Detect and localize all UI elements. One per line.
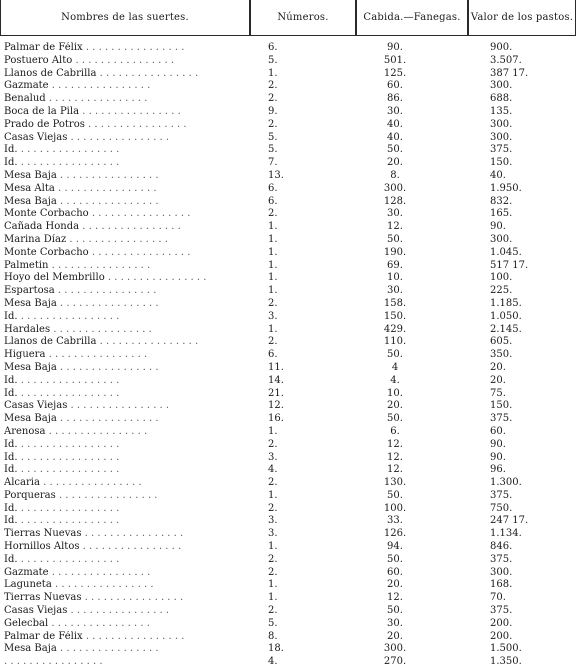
row-number: 3.: [268, 528, 278, 540]
row-name: Tierras Nuevas . .: [4, 592, 264, 605]
row-number: 2.: [268, 336, 278, 348]
row-number: 2.: [268, 80, 278, 92]
row-name: Mesa Baja . .: [4, 413, 264, 426]
row-cabida: 10.: [387, 272, 403, 284]
row-name: Id. . .: [4, 157, 264, 170]
row-cabida: 429.: [383, 323, 407, 335]
row-name: Casas Viejas . .: [4, 605, 264, 618]
table-row: [0, 477, 576, 490]
row-name: Id. . .: [4, 439, 264, 452]
table-row: [0, 515, 576, 528]
row-valor: 375.: [490, 553, 513, 565]
row-number: 18.: [268, 643, 284, 655]
row-valor: 90.: [490, 221, 506, 233]
row-valor: 90.: [490, 438, 506, 450]
table-row: [0, 567, 576, 580]
row-valor: 350.: [490, 349, 513, 361]
row-name: Marina Díaz . .: [4, 234, 264, 247]
row-valor: 150.: [490, 157, 513, 169]
row-valor: 96.: [490, 464, 506, 476]
row-valor: 900.: [490, 42, 513, 53]
table-row: [0, 106, 576, 119]
row-name: [4, 656, 264, 669]
row-valor: 300.: [490, 131, 513, 143]
row-valor: 300.: [490, 566, 513, 578]
row-number: 3.: [268, 515, 278, 527]
row-cabida: 8.: [390, 169, 400, 181]
row-valor: 375.: [490, 144, 513, 156]
row-cabida: 33.: [387, 515, 403, 527]
table-row: [0, 452, 576, 465]
row-cabida: 10.: [387, 387, 403, 399]
row-cabida: 300.: [383, 182, 407, 194]
header-valor: Valor de los pastos.: [468, 0, 576, 36]
row-name: Tierras Nuevas . .: [4, 528, 264, 541]
table-row: [0, 247, 576, 260]
row-cabida: 50.: [387, 233, 403, 245]
table-row: [0, 208, 576, 221]
row-number: 13.: [268, 169, 284, 181]
row-cabida: 40.: [387, 118, 403, 130]
row-number: 2.: [268, 438, 278, 450]
row-cabida: 4: [391, 361, 399, 373]
row-cabida: 158.: [383, 297, 407, 309]
row-number: 4.: [268, 464, 278, 476]
table-row: [0, 336, 576, 349]
row-valor: 60.: [490, 425, 506, 437]
row-number: 6.: [268, 42, 278, 53]
row-valor: 200.: [490, 630, 513, 642]
row-name: Espartosa . .: [4, 285, 264, 298]
table-row: [0, 132, 576, 145]
row-cabida: 150.: [383, 310, 407, 322]
header-name: Nombres de las suertes.: [0, 0, 250, 36]
row-valor: 375.: [490, 413, 513, 425]
row-cabida: 100.: [383, 502, 407, 514]
row-cabida: 30.: [387, 105, 403, 117]
table-row: [0, 618, 576, 631]
table-row: [0, 272, 576, 285]
row-cabida: 69.: [387, 259, 403, 271]
row-valor: 40.: [490, 169, 506, 181]
table-row: [0, 349, 576, 362]
table-row: [0, 68, 576, 81]
row-name: Alcaria . .: [4, 477, 264, 490]
row-valor: 1.500.: [490, 643, 522, 655]
row-valor: 688.: [490, 93, 513, 105]
row-number: 5.: [268, 144, 278, 156]
row-valor: 387 17.: [490, 67, 529, 79]
row-number: 1.: [268, 221, 278, 233]
row-name: Id. . .: [4, 311, 264, 324]
row-name: Prado de Potros . .: [4, 119, 264, 132]
row-number: 2.: [268, 208, 278, 220]
table-row: [0, 298, 576, 311]
row-name: Cañada Honda . .: [4, 221, 264, 234]
row-cabida: 50.: [387, 413, 403, 425]
row-cabida: 6.: [390, 425, 400, 437]
row-number: 1.: [268, 67, 278, 79]
row-number: 6.: [268, 195, 278, 207]
table-row: [0, 80, 576, 93]
row-cabida: 270.: [383, 656, 407, 668]
row-name: Casas Viejas . .: [4, 400, 264, 413]
row-number: 1.: [268, 579, 278, 591]
table-row: [0, 362, 576, 375]
row-valor: 165.: [490, 208, 513, 220]
row-cabida: 300.: [383, 643, 407, 655]
table-row: [0, 119, 576, 132]
row-number: 11.: [268, 361, 284, 373]
table-row: [0, 157, 576, 170]
row-number: 1.: [268, 425, 278, 437]
table-row: [0, 144, 576, 157]
header-number: Números.: [250, 0, 356, 36]
row-valor: 247 17.: [490, 515, 529, 527]
table-row: [0, 285, 576, 298]
row-cabida: 20.: [387, 630, 403, 642]
table-row: [0, 592, 576, 605]
row-valor: 300.: [490, 80, 513, 92]
row-number: 1.: [268, 246, 278, 258]
table-row: [0, 55, 576, 68]
table-row: [0, 528, 576, 541]
table-row: [0, 221, 576, 234]
row-number: 2.: [268, 93, 278, 105]
row-name: Mesa Alta . .: [4, 183, 264, 196]
row-number: 4.: [268, 656, 278, 668]
row-valor: 1.350.: [490, 656, 522, 668]
table-row: [0, 643, 576, 656]
row-valor: 20.: [490, 361, 506, 373]
row-number: 1.: [268, 233, 278, 245]
row-name: Llanos de Cabrilla . .: [4, 336, 264, 349]
row-name: Id. . .: [4, 554, 264, 567]
row-valor: 2.145.: [490, 323, 522, 335]
table-row: [0, 605, 576, 618]
row-name: Id. . .: [4, 464, 264, 477]
row-valor: 225.: [490, 285, 513, 297]
row-name: Benalud . .: [4, 93, 264, 106]
row-name: Mesa Baja . .: [4, 170, 264, 183]
row-number: 5.: [268, 131, 278, 143]
row-number: 14.: [268, 374, 284, 386]
row-cabida: 20.: [387, 579, 403, 591]
row-valor: 20.: [490, 374, 506, 386]
row-name: Mesa Baja . .: [4, 643, 264, 656]
row-cabida: 4.: [390, 374, 400, 386]
row-cabida: 86.: [387, 93, 403, 105]
row-name: Llanos de Cabrilla . .: [4, 68, 264, 81]
table-row: [0, 93, 576, 106]
row-number: 7.: [268, 157, 278, 169]
row-valor: 168.: [490, 579, 513, 591]
row-name: Boca de la Pila . .: [4, 106, 264, 119]
row-name: Hoyo del Membrillo . .: [4, 272, 264, 285]
row-valor: 200.: [490, 617, 513, 629]
row-cabida: 94.: [387, 541, 403, 553]
table-row: [0, 631, 576, 644]
table-row: [0, 324, 576, 337]
row-valor: 375.: [490, 605, 513, 617]
row-name: Monte Corbacho . .: [4, 247, 264, 260]
row-cabida: 12.: [387, 438, 403, 450]
table-body: [0, 42, 576, 669]
table-row: [0, 554, 576, 567]
row-number: 5.: [268, 617, 278, 629]
table-row: [0, 439, 576, 452]
row-cabida: 30.: [387, 208, 403, 220]
row-number: 16.: [268, 413, 284, 425]
row-number: 2.: [268, 566, 278, 578]
table-row: [0, 464, 576, 477]
row-name: Id. . .: [4, 452, 264, 465]
row-name: Casas Viejas . .: [4, 132, 264, 145]
row-name: Postuero Alto . .: [4, 55, 264, 68]
row-cabida: 90.: [387, 42, 403, 53]
row-cabida: 30.: [387, 617, 403, 629]
row-name: Porqueras . .: [4, 490, 264, 503]
row-name: Id. . .: [4, 375, 264, 388]
row-cabida: 501.: [383, 54, 407, 66]
row-name: Gelecbal . .: [4, 618, 264, 631]
row-number: 6.: [268, 349, 278, 361]
row-name: Id. . .: [4, 388, 264, 401]
row-cabida: 130.: [383, 477, 407, 489]
row-number: 1.: [268, 272, 278, 284]
row-cabida: 60.: [387, 566, 403, 578]
row-name: Mesa Baja . .: [4, 298, 264, 311]
row-name: Id. . .: [4, 515, 264, 528]
row-number: 5.: [268, 54, 278, 66]
row-name: Gazmate . .: [4, 567, 264, 580]
row-cabida: 12.: [387, 464, 403, 476]
row-name: Id. . .: [4, 503, 264, 516]
table-row: [0, 388, 576, 401]
row-valor: 832.: [490, 195, 513, 207]
row-cabida: 20.: [387, 400, 403, 412]
row-number: 9.: [268, 105, 278, 117]
row-valor: 1.950.: [490, 182, 522, 194]
table-row: [0, 426, 576, 439]
row-name: Gazmate . .: [4, 80, 264, 93]
row-number: 1.: [268, 592, 278, 604]
row-valor: 70.: [490, 592, 506, 604]
row-number: 3.: [268, 310, 278, 322]
row-cabida: 50.: [387, 605, 403, 617]
row-number: 1.: [268, 489, 278, 501]
row-name: Mesa Baja . .: [4, 196, 264, 209]
row-name: Palmar de Félix . .: [4, 42, 264, 55]
row-valor: 375.: [490, 489, 513, 501]
row-name: Palmar de Félix . .: [4, 631, 264, 644]
table-row: [0, 42, 576, 55]
row-valor: 1.050.: [490, 310, 522, 322]
row-number: 12.: [268, 400, 284, 412]
row-cabida: 12.: [387, 221, 403, 233]
row-name: Hornillos Altos . .: [4, 541, 264, 554]
row-cabida: 40.: [387, 131, 403, 143]
row-cabida: 50.: [387, 349, 403, 361]
row-cabida: 20.: [387, 157, 403, 169]
row-number: 1.: [268, 259, 278, 271]
row-number: 2.: [268, 297, 278, 309]
row-cabida: 128.: [383, 195, 407, 207]
row-name: Higuera . .: [4, 349, 264, 362]
row-valor: 75.: [490, 387, 506, 399]
row-number: 2.: [268, 118, 278, 130]
row-valor: 605.: [490, 336, 513, 348]
table-row: [0, 490, 576, 503]
row-name: Id. . .: [4, 144, 264, 157]
row-number: 2.: [268, 553, 278, 565]
row-name: Hardales . .: [4, 324, 264, 337]
row-cabida: 50.: [387, 144, 403, 156]
row-cabida: 110.: [383, 336, 407, 348]
table-row: [0, 234, 576, 247]
row-valor: 150.: [490, 400, 513, 412]
row-number: 3.: [268, 451, 278, 463]
row-valor: 1.185.: [490, 297, 522, 309]
row-number: 1.: [268, 323, 278, 335]
table-row: [0, 541, 576, 554]
table-row: [0, 311, 576, 324]
row-cabida: 190.: [383, 246, 407, 258]
row-name: Laguneta . .: [4, 579, 264, 592]
table-row: [0, 503, 576, 516]
row-cabida: 12.: [387, 451, 403, 463]
row-valor: 1.045.: [490, 246, 522, 258]
row-valor: 90.: [490, 451, 506, 463]
table-row: [0, 260, 576, 273]
header-cabida: Cabida.—Fanegas.: [356, 0, 468, 36]
row-cabida: 125.: [383, 67, 407, 79]
row-cabida: 126.: [383, 528, 407, 540]
table-row: [0, 196, 576, 209]
row-number: 2.: [268, 502, 278, 514]
row-number: 8.: [268, 630, 278, 642]
row-name: Palmetin . .: [4, 260, 264, 273]
table-row: [0, 656, 576, 669]
row-number: 2.: [268, 605, 278, 617]
row-name: Arenosa . .: [4, 426, 264, 439]
row-valor: 100.: [490, 272, 513, 284]
table-row: [0, 579, 576, 592]
row-number: 1.: [268, 285, 278, 297]
row-number: 6.: [268, 182, 278, 194]
row-valor: 1.134.: [490, 528, 522, 540]
table-row: [0, 400, 576, 413]
row-valor: 1.300.: [490, 477, 522, 489]
row-number: 21.: [268, 387, 284, 399]
row-cabida: 30.: [387, 285, 403, 297]
table-row: [0, 170, 576, 183]
row-name: Monte Corbacho . .: [4, 208, 264, 221]
row-valor: 135.: [490, 105, 513, 117]
row-cabida: 50.: [387, 553, 403, 565]
row-number: 1.: [268, 541, 278, 553]
row-cabida: 50.: [387, 489, 403, 501]
row-valor: 846.: [490, 541, 513, 553]
table-row: [0, 183, 576, 196]
row-valor: 3.507.: [490, 54, 522, 66]
row-valor: 750.: [490, 502, 513, 514]
table-row: [0, 413, 576, 426]
row-number: 2.: [268, 477, 278, 489]
row-valor: 517 17.: [490, 259, 529, 271]
row-cabida: 12.: [387, 592, 403, 604]
row-cabida: 60.: [387, 80, 403, 92]
row-valor: 300.: [490, 233, 513, 245]
row-name: Mesa Baja . .: [4, 362, 264, 375]
table-row: [0, 375, 576, 388]
row-valor: 300.: [490, 118, 513, 130]
